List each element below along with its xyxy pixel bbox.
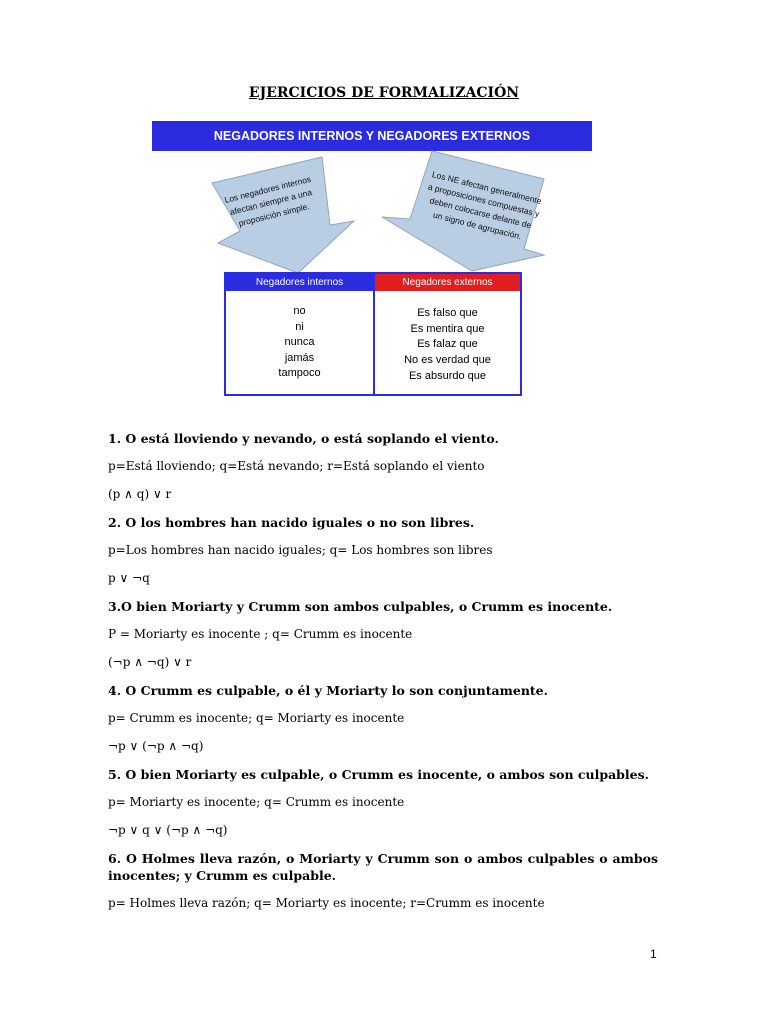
exercises-list [108, 430, 658, 923]
exercise-statement: 3.O bien Moriarty y Crumm son ambos culpables, o Crumm es inocente. [108, 599, 613, 614]
exercise-formula: ¬p ∨ q ∨ (¬p ∧ ¬q) [108, 823, 228, 837]
external-negator: Es absurdo que [408, 369, 487, 382]
negators-table [224, 272, 522, 396]
exercise-formula: (¬p ∧ ¬q) ∨ r [108, 655, 192, 669]
page-title: EJERCICIOS DE FORMALIZACIÓN [248, 85, 520, 101]
left-arrow-text: Los negadores internos afectan siempre a una proposición simple. [223, 173, 313, 229]
external-negator: Es falaz que [417, 338, 478, 351]
external-negators-header: Negadores externos [375, 274, 520, 291]
exercise [108, 514, 658, 587]
exercise [108, 430, 658, 503]
exercise-definitions: p= Crumm es inocente; q= Moriarty es inocente [108, 711, 405, 725]
exercise [108, 766, 658, 839]
exercise [108, 598, 658, 671]
exercise-statement: 5. O bien Moriarty es culpable, o Crumm es inocente, o ambos son culpables. [108, 767, 650, 782]
negators-figure [152, 121, 594, 401]
exercise-formula: ¬p ∨ (¬p ∧ ¬q) [108, 739, 204, 753]
internal-negator: jamás [284, 351, 315, 364]
exercise-formula: (p ∧ q) ∨ r [108, 487, 172, 501]
right-arrow-text: Los NE afectan generalmente a proposiciones compuestas y deben colocarse delante de un signo de agrupación. [427, 169, 543, 242]
exercise-definitions: P = Moriarty es inocente ; q= Crumm es inocente [108, 627, 413, 641]
exercise-statement: 4. O Crumm es culpable, o él y Moriarty lo son conjuntamente. [108, 683, 548, 698]
internal-negators-column [226, 274, 375, 394]
exercise-definitions: p= Moriarty es inocente; q= Crumm es inocente [108, 795, 405, 809]
figure-banner: NEGADORES INTERNOS Y NEGADORES EXTERNOS [152, 121, 592, 151]
internal-negator: nunca [284, 336, 315, 348]
exercise-statement: 1. O está lloviendo y nevando, o está soplando el viento. [108, 431, 499, 446]
internal-negators-list [226, 304, 373, 382]
internal-negators-header: Negadores internos [226, 274, 373, 291]
exercise-definitions: p=Los hombres han nacido iguales; q= Los hombres son libres [108, 543, 493, 557]
exercise-definitions: p= Holmes lleva razón; q= Moriarty es inocente; r=Crumm es inocente [108, 896, 545, 910]
exercise-statement: 2. O los hombres han nacido iguales o no son libres. [108, 515, 475, 530]
exercise [108, 682, 658, 755]
external-negator: No es verdad que [404, 354, 491, 367]
internal-negator: no [293, 305, 306, 317]
exercise-statement: 6. O Holmes lleva razón, o Moriarty y Crumm son o ambos culpables o ambos inocentes; y Crumm es culpable. [108, 851, 658, 883]
external-negator: Es falso que [417, 307, 478, 319]
exercise-formula: p ∨ ¬q [108, 571, 150, 585]
external-negators-column [375, 274, 520, 394]
internal-negator: tampoco [278, 367, 321, 379]
page-number: 1 [650, 947, 657, 961]
exercise-definitions: p=Está lloviendo; q=Está nevando; r=Está soplando el viento [108, 459, 485, 473]
internal-negator: ni [295, 320, 304, 333]
exercise [108, 850, 658, 912]
external-negators-list [375, 306, 520, 385]
external-negator: Es mentira que [410, 322, 485, 335]
